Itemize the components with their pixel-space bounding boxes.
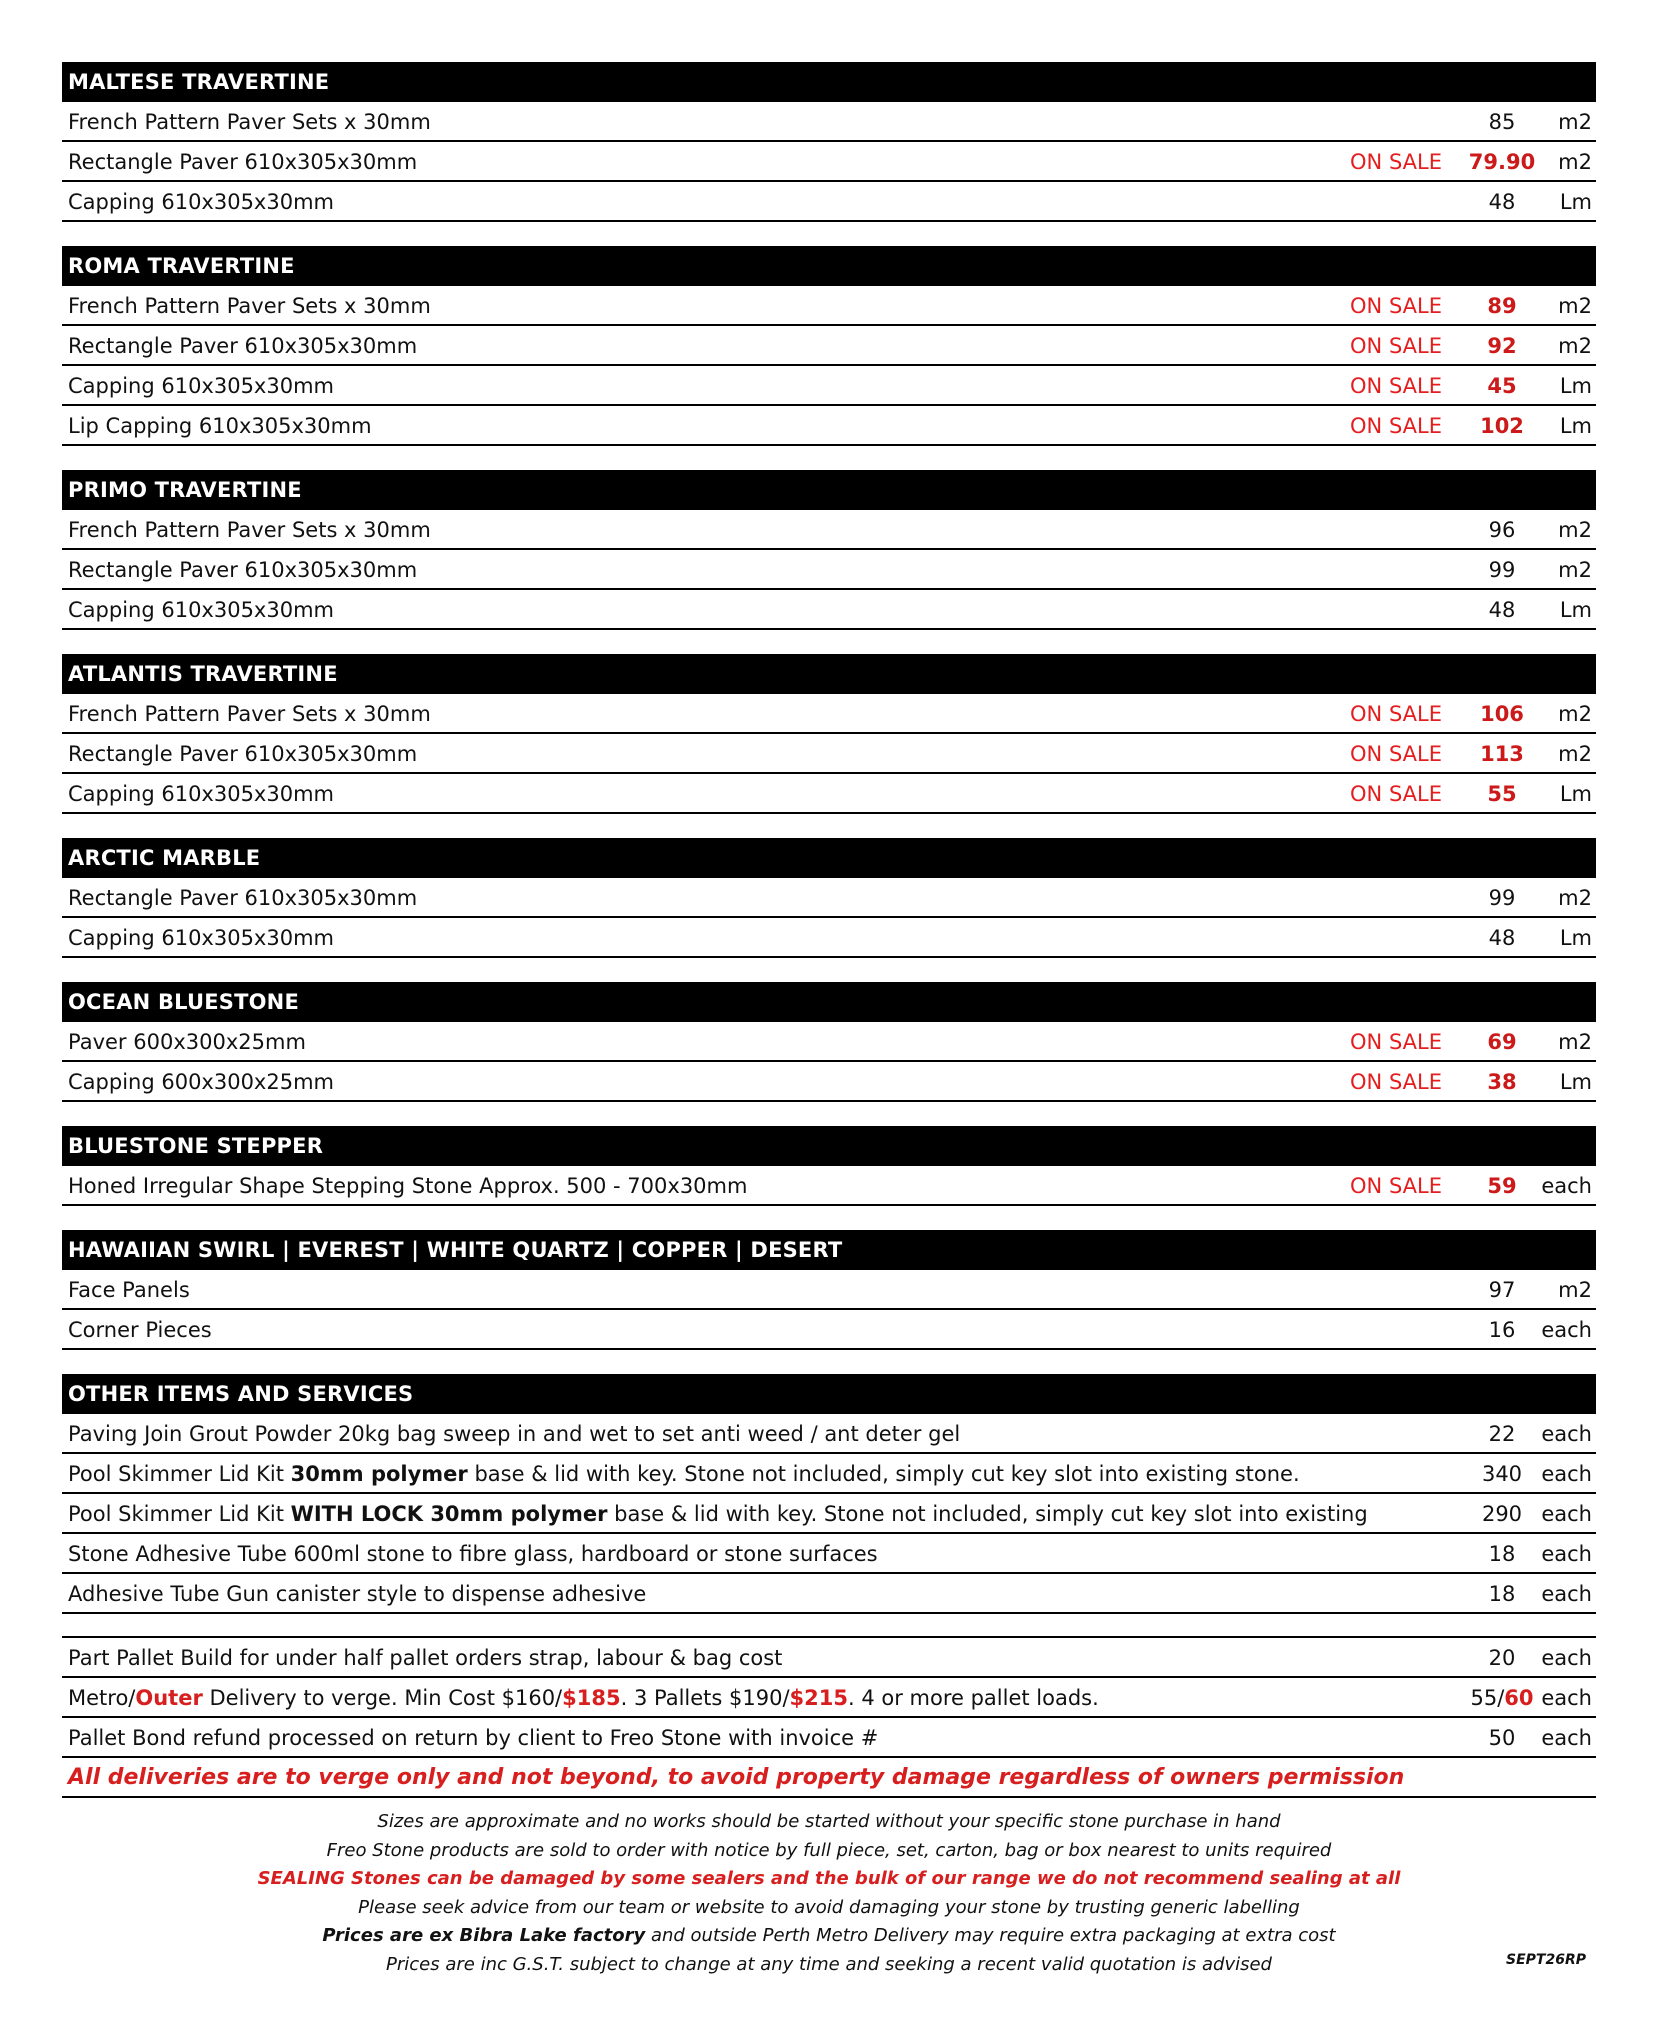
item-row <box>62 1270 1596 1310</box>
product-section <box>62 1126 1596 1206</box>
item-price: 48 <box>1488 598 1516 622</box>
section-header: ROMA TRAVERTINE <box>62 246 1596 286</box>
item-row-adhesive-gun <box>62 1574 1596 1614</box>
item-unit: each <box>1541 1422 1592 1446</box>
product-section <box>62 470 1596 630</box>
section-other-items <box>62 1374 1596 1614</box>
item-description: Capping 600x300x25mm <box>68 1070 334 1094</box>
section-header: MALTESE TRAVERTINE <box>62 62 1596 102</box>
item-row <box>62 1062 1596 1102</box>
item-unit: m2 <box>1558 334 1592 358</box>
item-price: 340 <box>1481 1462 1523 1486</box>
item-price: 85 <box>1488 110 1516 134</box>
on-sale-badge: ON SALE <box>1350 1174 1442 1198</box>
desc-text: Pool Skimmer Lid Kit <box>68 1462 291 1486</box>
product-section <box>62 246 1596 446</box>
item-price: 290 <box>1481 1502 1523 1526</box>
on-sale-badge: ON SALE <box>1350 374 1442 398</box>
item-row <box>62 102 1596 142</box>
item-price: 18 <box>1488 1582 1516 1606</box>
item-row <box>62 550 1596 590</box>
item-price: 48 <box>1488 190 1516 214</box>
footer-line <box>62 1922 1596 1951</box>
item-row <box>62 694 1596 734</box>
item-price: 48 <box>1488 926 1516 950</box>
item-description: Stone Adhesive Tube 600ml stone to fibre glass, hardboard or stone surfaces <box>68 1542 878 1566</box>
footer-line: Please seek advice from our team or website to avoid damaging your stone by trusting generic labelling <box>358 1896 1300 1918</box>
item-description: French Pattern Paver Sets x 30mm <box>68 518 431 542</box>
on-sale-badge: ON SALE <box>1350 414 1442 438</box>
item-row-grout <box>62 1414 1596 1454</box>
item-row <box>62 1310 1596 1350</box>
item-row <box>62 326 1596 366</box>
on-sale-badge: ON SALE <box>1350 702 1442 726</box>
item-row <box>62 406 1596 446</box>
item-price: 113 <box>1480 742 1524 766</box>
item-unit: each <box>1541 1582 1592 1606</box>
item-unit: m2 <box>1558 886 1592 910</box>
item-unit: m2 <box>1558 518 1592 542</box>
footer-line: Sizes are approximate and no works should be started without your specific stone purchase in hand <box>377 1811 1281 1832</box>
item-price: 96 <box>1488 518 1516 542</box>
desc-text: Pool Skimmer Lid Kit <box>68 1502 291 1526</box>
item-description: Rectangle Paver 610x305x30mm <box>68 742 418 766</box>
item-unit: m2 <box>1558 558 1592 582</box>
item-price: 69 <box>1487 1030 1517 1054</box>
delivery-warning: All deliveries are to verge only and not beyond, to avoid property damage regardless of owners permission <box>62 1758 1596 1798</box>
item-price: 89 <box>1487 294 1517 318</box>
item-unit: Lm <box>1559 374 1592 398</box>
outer-label: Outer <box>135 1686 203 1710</box>
item-description: Pallet Bond refund processed on return by client to Freo Stone with invoice # <box>68 1726 879 1750</box>
item-description: French Pattern Paver Sets x 30mm <box>68 702 431 726</box>
item-description <box>68 1678 1099 1719</box>
section-header: BLUESTONE STEPPER <box>62 1126 1596 1166</box>
item-description: Capping 610x305x30mm <box>68 374 334 398</box>
item-row <box>62 1166 1596 1206</box>
product-sections <box>62 62 1596 1350</box>
item-row-skimmer-lock <box>62 1494 1596 1534</box>
item-description: Capping 610x305x30mm <box>68 926 334 950</box>
desc-text: base & lid with key. Stone not included, simply cut key slot into existing stone. <box>467 1462 1300 1486</box>
item-description: Paver 600x300x25mm <box>68 1030 306 1054</box>
on-sale-badge: ON SALE <box>1350 150 1442 174</box>
item-row <box>62 1022 1596 1062</box>
item-price: 92 <box>1487 334 1517 358</box>
item-unit: each <box>1541 1502 1592 1526</box>
item-description <box>68 1454 1300 1495</box>
desc-bold: 30mm polymer <box>290 1462 468 1486</box>
item-description: Rectangle Paver 610x305x30mm <box>68 150 418 174</box>
item-unit: m2 <box>1558 702 1592 726</box>
item-description: Corner Pieces <box>68 1318 212 1342</box>
on-sale-badge: ON SALE <box>1350 334 1442 358</box>
item-price: 50 <box>1488 1726 1516 1750</box>
section-header: OTHER ITEMS AND SERVICES <box>62 1374 1596 1414</box>
footer-text: and outside Perth Metro Delivery may require extra packaging at extra cost <box>645 1925 1336 1947</box>
item-unit: Lm <box>1559 598 1592 622</box>
item-row <box>62 878 1596 918</box>
item-price: 106 <box>1480 702 1524 726</box>
item-unit: Lm <box>1559 1070 1592 1094</box>
item-description: Paving Join Grout Powder 20kg bag sweep in and wet to set anti weed / ant deter gel <box>68 1422 961 1446</box>
item-row <box>62 510 1596 550</box>
item-row-adhesive <box>62 1534 1596 1574</box>
product-section <box>62 654 1596 814</box>
item-row <box>62 366 1596 406</box>
desc-text: Metro/ <box>68 1686 136 1710</box>
item-description: Lip Capping 610x305x30mm <box>68 414 372 438</box>
desc-text: . 4 or more pallet loads. <box>847 1686 1099 1710</box>
services-block <box>62 1636 1596 1798</box>
item-price: 22 <box>1488 1422 1516 1446</box>
item-price: 99 <box>1488 886 1516 910</box>
item-unit: Lm <box>1559 414 1592 438</box>
outer-price: 60 <box>1504 1686 1534 1710</box>
item-unit: m2 <box>1558 742 1592 766</box>
product-section <box>62 1230 1596 1350</box>
item-price: 18 <box>1488 1542 1516 1566</box>
item-unit: m2 <box>1558 294 1592 318</box>
item-description: Rectangle Paver 610x305x30mm <box>68 334 418 358</box>
item-unit: m2 <box>1558 1030 1592 1054</box>
on-sale-badge: ON SALE <box>1350 294 1442 318</box>
item-description: Face Panels <box>68 1278 190 1302</box>
item-price: 102 <box>1480 414 1524 438</box>
item-unit: Lm <box>1559 782 1592 806</box>
on-sale-badge: ON SALE <box>1350 1070 1442 1094</box>
section-header: ARCTIC MARBLE <box>62 838 1596 878</box>
item-description <box>68 1494 1368 1535</box>
document-code: SEPT26RP <box>1506 1952 1586 1968</box>
footer-line: Prices are inc G.S.T. subject to change at any time and seeking a recent valid quotation is advised <box>386 1953 1272 1975</box>
item-description: Capping 610x305x30mm <box>68 190 334 214</box>
product-section <box>62 838 1596 958</box>
item-unit: Lm <box>1559 190 1592 214</box>
desc-text: . 3 Pallets $190/ <box>620 1686 790 1710</box>
price-list <box>62 62 1596 1798</box>
item-description: Capping 610x305x30mm <box>68 598 334 622</box>
item-price: 45 <box>1487 374 1517 398</box>
footer-line: Freo Stone products are sold to order with notice by full piece, set, carton, bag or box nearest to units required <box>326 1839 1332 1861</box>
section-header: HAWAIIAN SWIRL | EVEREST | WHITE QUARTZ | COPPER | DESERT <box>62 1230 1596 1270</box>
item-row <box>62 590 1596 630</box>
outer-min-cost: $185 <box>562 1686 621 1710</box>
on-sale-badge: ON SALE <box>1350 782 1442 806</box>
footer-sealing-warning: SEALING Stones can be damaged by some sealers and the bulk of our range we do not recommend sealing at all <box>257 1868 1401 1890</box>
item-row-delivery <box>62 1678 1596 1718</box>
product-section <box>62 62 1596 222</box>
desc-text: base & lid with key. Stone not included, simply cut key slot into existing <box>607 1502 1368 1526</box>
section-header: OCEAN BLUESTONE <box>62 982 1596 1022</box>
item-description: Part Pallet Build for under half pallet orders strap, labour & bag cost <box>68 1646 783 1670</box>
item-row-pallet-bond <box>62 1718 1596 1758</box>
item-unit: each <box>1541 1174 1592 1198</box>
item-description: Rectangle Paver 610x305x30mm <box>68 886 418 910</box>
item-unit: m2 <box>1558 110 1592 134</box>
desc-text: Delivery to verge. Min Cost $160/ <box>202 1686 563 1710</box>
section-header: PRIMO TRAVERTINE <box>62 470 1596 510</box>
item-unit: each <box>1541 1542 1592 1566</box>
item-row-skimmer <box>62 1454 1596 1494</box>
metro-price: 55/ <box>1470 1686 1505 1710</box>
item-price: 16 <box>1488 1318 1516 1342</box>
item-unit: m2 <box>1558 1278 1592 1302</box>
section-header: ATLANTIS TRAVERTINE <box>62 654 1596 694</box>
on-sale-badge: ON SALE <box>1350 1030 1442 1054</box>
item-price: 99 <box>1488 558 1516 582</box>
item-unit: Lm <box>1559 926 1592 950</box>
item-row <box>62 142 1596 182</box>
item-price: 38 <box>1487 1070 1517 1094</box>
item-unit: each <box>1541 1318 1592 1342</box>
product-section <box>62 982 1596 1102</box>
item-description: Honed Irregular Shape Stepping Stone Approx. 500 - 700x30mm <box>68 1174 748 1198</box>
item-row <box>62 286 1596 326</box>
item-unit: each <box>1541 1646 1592 1670</box>
desc-bold: WITH LOCK 30mm polymer <box>290 1502 608 1526</box>
item-row <box>62 918 1596 958</box>
item-row <box>62 774 1596 814</box>
item-price: 97 <box>1488 1278 1516 1302</box>
item-description: Capping 610x305x30mm <box>68 782 334 806</box>
item-unit: each <box>1541 1462 1592 1486</box>
item-row-pallet-build <box>62 1638 1596 1678</box>
item-price: 79.90 <box>1468 150 1536 174</box>
item-price: 55 <box>1487 782 1517 806</box>
item-description: French Pattern Paver Sets x 30mm <box>68 110 431 134</box>
item-unit: each <box>1541 1726 1592 1750</box>
item-description: Adhesive Tube Gun canister style to dispense adhesive <box>68 1582 647 1606</box>
item-unit: m2 <box>1558 150 1592 174</box>
footer-notes <box>62 1808 1596 1980</box>
item-price: 59 <box>1487 1174 1517 1198</box>
outer-three-pallet-cost: $215 <box>789 1686 848 1710</box>
item-description: French Pattern Paver Sets x 30mm <box>68 294 431 318</box>
item-row <box>62 734 1596 774</box>
on-sale-badge: ON SALE <box>1350 742 1442 766</box>
item-price: 20 <box>1488 1646 1516 1670</box>
item-row <box>62 182 1596 222</box>
item-unit: each <box>1541 1686 1592 1710</box>
footer-bold: Prices are ex Bibra Lake factory <box>322 1925 646 1947</box>
item-description: Rectangle Paver 610x305x30mm <box>68 558 418 582</box>
